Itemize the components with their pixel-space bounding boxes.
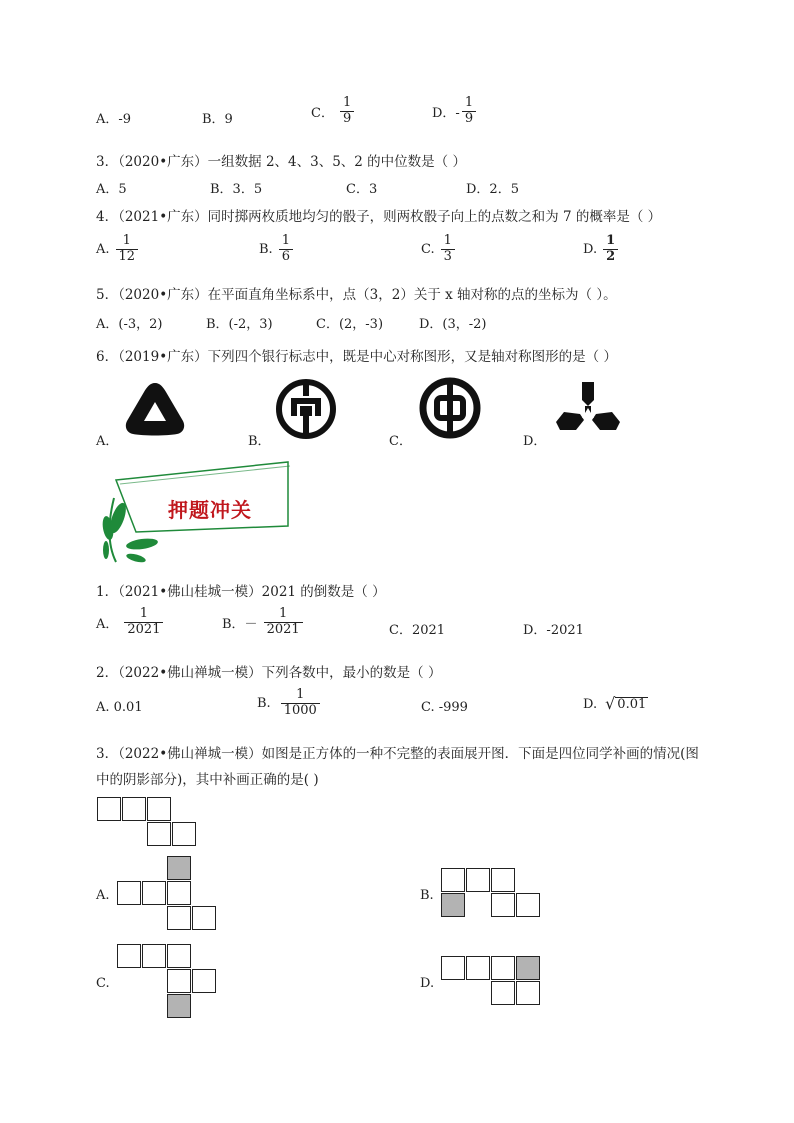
net-cell xyxy=(142,881,166,905)
q3-option-d: D．2．5 xyxy=(466,182,519,197)
p2-option-c: C. -999 xyxy=(421,700,468,715)
net-cell-shaded xyxy=(167,856,191,880)
net-cell xyxy=(466,956,490,980)
agricultural-bank-logo-icon xyxy=(274,378,338,440)
net-cell xyxy=(441,956,465,980)
q4-option-a: A. $\frac{1}{12}$ xyxy=(96,234,138,265)
p3-stem-line-1: 3．（2022•佛山禅城一模）如图是正方体的一种不完整的表面展开图．下面是四位同学补画的情况(图 xyxy=(96,746,699,762)
q5-option-b: B．(-2，3) xyxy=(206,317,273,332)
net-cell xyxy=(167,881,191,905)
net-cell xyxy=(147,797,171,821)
net-cell xyxy=(516,981,540,1005)
net-cell xyxy=(491,956,515,980)
net-cell xyxy=(167,969,191,993)
q4-option-c: C. $\frac{1}{3}$ xyxy=(421,234,455,265)
q5-option-c: C．(2，-3) xyxy=(316,317,384,332)
q5-option-a: A．(-3，2) xyxy=(96,317,163,332)
q6-option-b-label: B． xyxy=(248,434,271,449)
net-cell xyxy=(491,868,515,892)
net-cell xyxy=(192,906,216,930)
net-cell xyxy=(142,944,166,968)
net-cell xyxy=(122,797,146,821)
q2-option-b: B．9 xyxy=(202,112,233,127)
q5-stem: 5．（2020•广东）在平面直角坐标系中，点（3，2）关于 x 轴对称的点的坐标为（ ）。 xyxy=(96,287,617,303)
net-cell xyxy=(466,868,490,892)
incomplete-cube-net-figure xyxy=(97,797,199,848)
triangle-bank-logo-icon xyxy=(122,380,188,438)
q2-option-d: D．- $\frac{1}{9}$ xyxy=(432,96,476,127)
q4-option-d: D. $\frac{1}{2}$ xyxy=(583,234,618,265)
q6-stem: 6．（2019•广东）下列四个银行标志中，既是中心对称图形，又是轴对称图形的是（ ） xyxy=(96,349,617,365)
q6-option-a-label: A． xyxy=(96,434,119,449)
net-cell xyxy=(167,944,191,968)
q6-option-c-label: C． xyxy=(389,434,412,449)
section-banner-title: 押题冲关 xyxy=(168,498,252,522)
p3-option-c-net-figure xyxy=(117,944,219,1020)
p1-option-c: C．2021 xyxy=(389,623,446,638)
q3-option-a: A．5 xyxy=(96,182,127,197)
q2-option-c: C． $\frac{1}{9}$ xyxy=(311,96,354,127)
net-cell xyxy=(117,944,141,968)
net-cell xyxy=(192,969,216,993)
net-cell-shaded xyxy=(441,893,465,917)
p3-option-b-net-figure xyxy=(441,868,543,919)
net-cell xyxy=(97,797,121,821)
net-cell xyxy=(167,906,191,930)
p2-option-b: B. $\frac{1}{1000}$ xyxy=(257,688,320,719)
p1-stem: 1．（2021•佛山桂城一模）2021 的倒数是（ ） xyxy=(96,584,386,600)
net-cell-shaded xyxy=(167,994,191,1018)
p3-option-a-net-figure xyxy=(117,856,219,932)
net-cell xyxy=(516,893,540,917)
p1-option-b: B．－ $\frac{1}{2021}$ xyxy=(222,607,303,638)
p2-option-d: D. √ 0.01 xyxy=(583,694,647,713)
q6-option-d-label: D． xyxy=(523,434,547,449)
p3-stem-line-2: 中的阴影部分)，其中补画正确的是( ) xyxy=(96,772,319,788)
q5-option-d: D．(3，-2) xyxy=(419,317,487,332)
net-cell xyxy=(117,881,141,905)
p1-option-a: A． $\frac{1}{2021}$ xyxy=(96,607,163,638)
net-cell xyxy=(147,822,171,846)
q4-option-b: B. $\frac{1}{6}$ xyxy=(259,234,293,265)
net-cell xyxy=(172,822,196,846)
p3-option-c-label: C. xyxy=(96,976,110,991)
p3-option-a-label: A. xyxy=(96,888,110,903)
q3-stem: 3．（2020•广东）一组数据 2、4、3、5、2 的中位数是（ ） xyxy=(96,154,466,170)
p3-option-d-net-figure xyxy=(441,956,543,1007)
p3-option-b-label: B. xyxy=(420,888,434,903)
net-cell xyxy=(491,893,515,917)
q4-stem: 4．（2021•广东）同时掷两枚质地均匀的骰子，则两枚骰子向上的点数之和为 7 的概率是（ ） xyxy=(96,209,662,225)
p1-option-d: D．-2021 xyxy=(523,623,584,638)
p2-stem: 2．（2022•佛山禅城一模）下列各数中，最小的数是（ ） xyxy=(96,665,442,681)
net-cell xyxy=(491,981,515,1005)
p3-option-d-label: D. xyxy=(420,976,435,991)
net-cell-shaded xyxy=(516,956,540,980)
q3-option-c: C．3 xyxy=(346,182,378,197)
q2-option-a: A．-9 xyxy=(96,112,132,127)
construction-bank-logo-icon xyxy=(552,380,624,440)
net-cell xyxy=(441,868,465,892)
bank-of-china-logo-icon xyxy=(418,376,482,440)
p2-option-a: A. 0.01 xyxy=(96,700,143,715)
q3-option-b: B．3．5 xyxy=(210,182,263,197)
